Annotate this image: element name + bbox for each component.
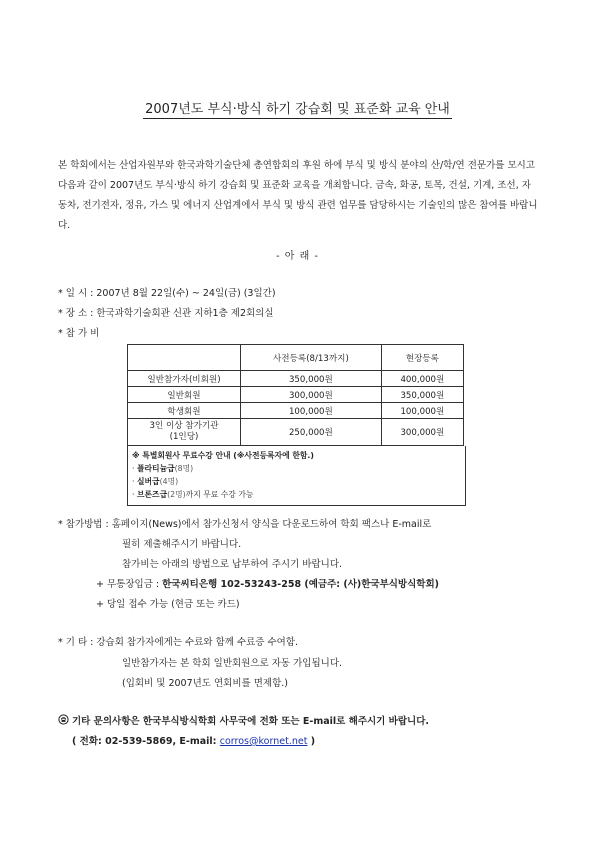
grade-count: (2명) [167,490,186,499]
contact-line [58,713,429,727]
misc-line: (입회비 및 2007년도 연회비를 면제함.) [122,678,288,689]
category-cell: 일반회원 [128,387,241,403]
grade-label: 플라티늄급 [136,464,175,473]
header-onsite: 현장등록 [381,345,463,371]
pre-fee-cell: 250,000원 [241,419,382,446]
pre-fee-cell: 350,000원 [241,371,382,387]
onsite-fee-cell: 400,000원 [381,371,463,387]
category-cell: 일반참가자(비회원) [128,371,241,387]
pre-fee-cell: 300,000원 [241,387,382,403]
header-blank [128,345,241,371]
phone-icon [58,714,69,725]
grade-suffix: 까지 무료 수강 가능 [185,490,254,499]
special-heading: ※ 특별회원사 무료수강 안내 (※사전등록자에 한함.) [132,451,314,460]
intro-paragraph: 본 학회에서는 산업자원부와 한국과학기술단체 총연합회의 후원 하에 부식 및 방식 분야의 산/학/연 전문가를 모시고 다음과 같이 2007년도 부식·방식 하기 강습회 및 표준화 교육을 개최합니다. 금속, 화공, 토목, 건설, 기계, 조선, 자동차, 전기전자, 정유, 가스 및 에너지 산업계에서 부식 및 방식 관련 업무를 담당하시는 기술인의 많은 참여를 바랍니다. [58,160,538,231]
onsite-fee-cell: 100,000원 [381,403,463,419]
list-item: · 플라티늄급(8명) [132,464,194,473]
onsite-payment-line: + 당일 접수 가능 (현금 또는 카드) [96,599,240,610]
contact-details [72,733,315,747]
contact-suffix: ) [307,736,316,747]
onsite-fee-cell: 300,000원 [381,419,463,446]
pre-fee-cell: 100,000원 [241,403,382,419]
header-preregistration: 사전등록(8/13까지) [241,345,382,371]
misc-line: * 기 타 : 강습회 참가자에게는 수료와 함께 수료증 수여함. [58,637,299,648]
bank-prefix: + 무통장입금 : [96,579,163,590]
fee-table-box [127,344,464,506]
page-title: 2007년도 부식·방식 하기 강습회 및 표준화 교육 안내 [145,102,450,117]
fee-table [127,344,464,446]
table-row [128,419,464,446]
list-item: · 브론즈급(2명)까지 무료 수강 가능 [132,490,254,499]
venue-line: * 장 소 : 한국과학기술회관 신관 지하1층 제2회의실 [58,308,274,319]
table-row [128,371,464,387]
category-line: (1인당) [169,432,199,442]
table-row [128,403,464,419]
section-heading: - 아 래 - [275,251,320,262]
grade-count: (8명) [174,464,194,473]
fee-table-header [128,345,464,371]
email-link[interactable]: corros@kornet.net [219,736,308,747]
schedule-line: * 일 시 : 2007년 8월 22일(수) ~ 24일(금) (3일간) [58,288,276,299]
grade-label: 브론즈급 [136,490,168,499]
special-member-notes [127,446,466,506]
phone-text: ( 전화: 02-539-5869, E-mail: [72,736,220,747]
table-row [128,387,464,403]
registration-line: 참가비는 아래의 방법으로 납부하여 주시기 바랍니다. [122,559,343,570]
grade-count: (4명) [159,477,179,486]
bank-transfer-line [96,576,439,590]
bank-account: 한국씨티은행 102-53243-258 (예금주: (사)한국부식방식학회) [162,579,439,590]
category-cell: 학생회원 [128,403,241,419]
misc-line: 일반참가자는 본 학회 일반회원으로 자동 가입됩니다. [122,658,343,669]
grade-label: 실버급 [136,477,160,486]
contact-text: 기타 문의사항은 한국부식방식학회 사무국에 전화 또는 E-mail로 해주시기 바랍니다. [72,716,429,727]
fee-label: * 참 가 비 [58,328,100,339]
list-item: · 실버급(4명) [132,477,179,486]
category-cell [128,419,241,446]
category-line: 3인 이상 참가기관 [149,421,219,431]
registration-line: * 참가방법 : 홈페이지(News)에서 참가신청서 양식을 다운로드하여 학회 팩스나 E-mail로 [58,519,432,530]
onsite-fee-cell: 350,000원 [381,387,463,403]
registration-line: 필히 제출해주시기 바랍니다. [122,539,242,550]
